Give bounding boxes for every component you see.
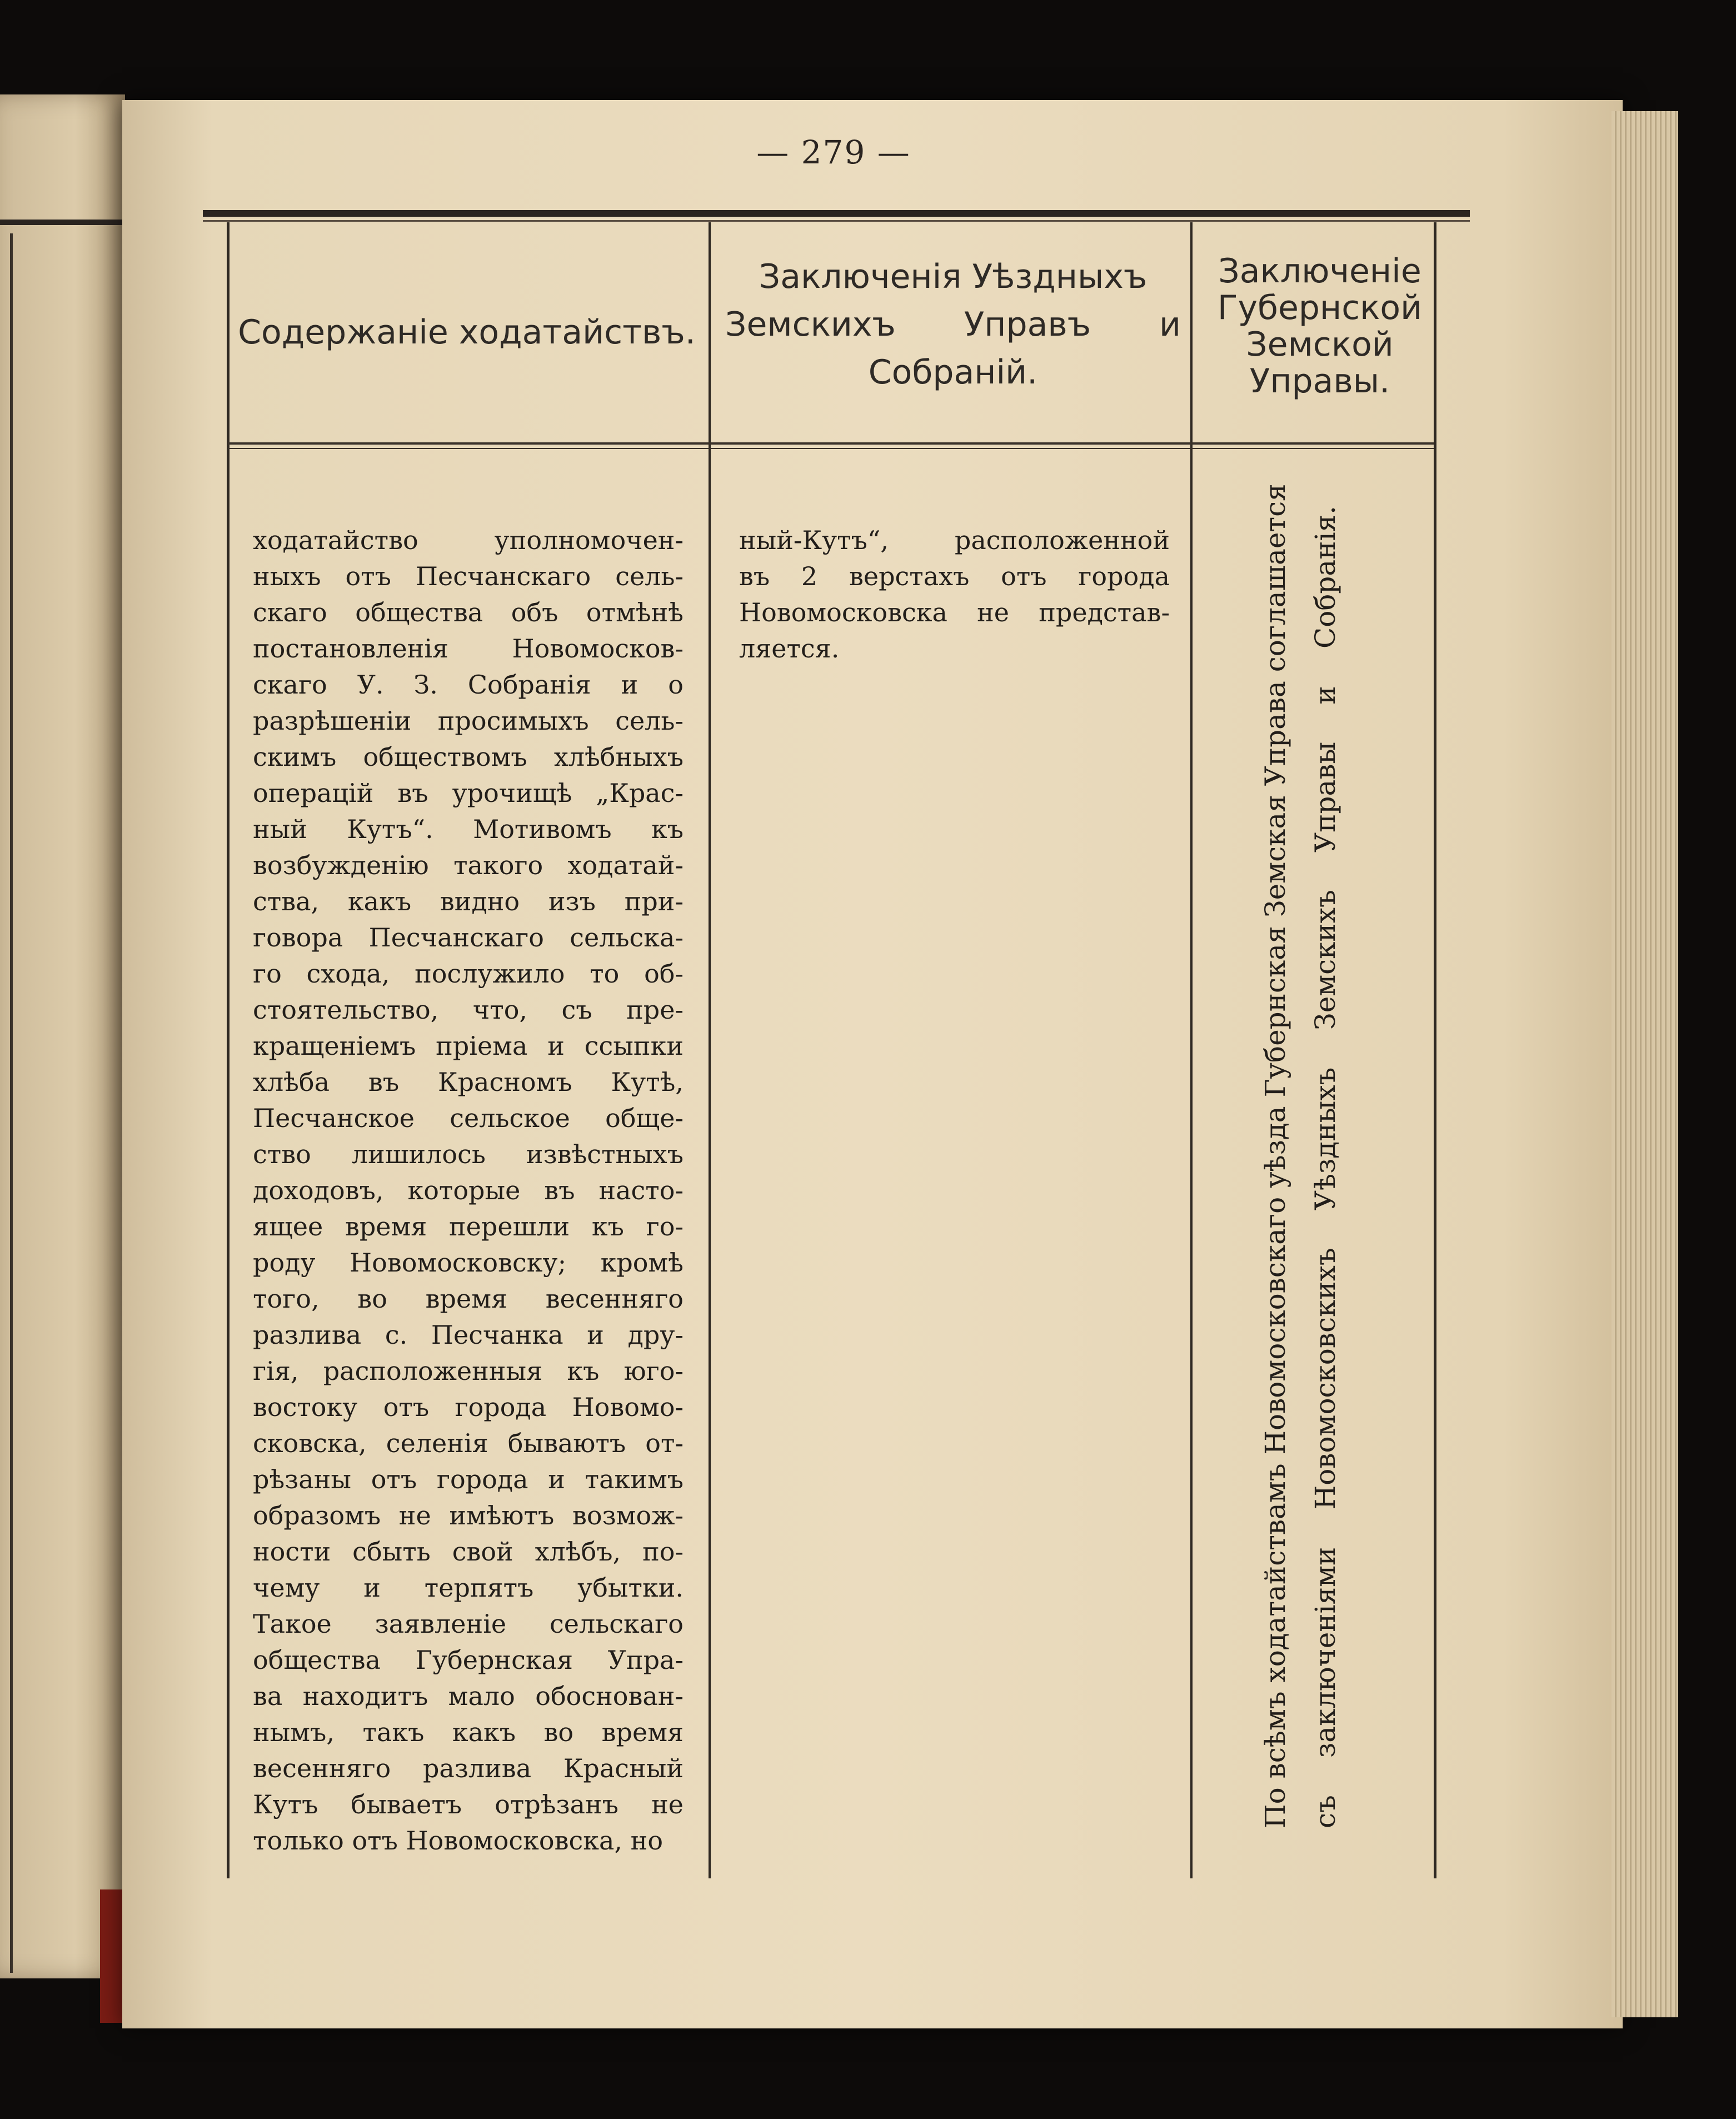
text-line: скимъ обществомъ хлѣбныхъ [253, 742, 684, 772]
text-line: ва находитъ мало обоснован- [253, 1681, 684, 1711]
text-line: ства, какъ видно изъ при- [253, 886, 684, 916]
text-line: хлѣба въ Красномъ Кутѣ, [253, 1067, 684, 1097]
text-line: востоку отъ города Новомо- [253, 1392, 684, 1422]
table-left-border [227, 222, 230, 1878]
text-line: Песчанское сельское обще- [253, 1103, 684, 1133]
page-number: — 279 — [756, 133, 911, 171]
column-divider-2 [1190, 222, 1193, 1878]
text-line: образомъ не имѣютъ возмож- [253, 1500, 684, 1530]
text-line: сковска, селенія бываютъ от- [253, 1428, 684, 1458]
text-line: въ 2 верстахъ отъ города [739, 561, 1170, 591]
text-line: нымъ, такъ какъ во время [253, 1717, 684, 1747]
text-line: чему и терпятъ убытки. [253, 1573, 684, 1603]
table-right-border [1434, 222, 1436, 1878]
district-conclusion-text-column [739, 522, 1170, 667]
text-line: ный-Кутъ“, расположенной [739, 525, 1170, 555]
text-line: гія, расположенныя къ юго- [253, 1356, 684, 1386]
header-line: Заключеніе [1218, 252, 1421, 291]
text-line: только отъ Новомосковска, но [253, 1826, 664, 1856]
header-line: Управы. [1249, 362, 1390, 401]
vertical-line: По всѣмъ ходатайствамъ Новомосковскаго уѣзда Губернская Земская Управа соглашается [1259, 483, 1291, 1828]
text-line: ности сбыть свой хлѣбъ, по- [253, 1537, 684, 1567]
table-top-rule [203, 210, 1470, 217]
text-line: возбужденію такого ходатай- [253, 850, 684, 880]
header-line: Заключенія Уѣздныхъ [759, 257, 1148, 296]
header-district-conclusions [714, 253, 1192, 396]
left-page-column-line [10, 233, 13, 1973]
header-line [714, 301, 1192, 348]
text-line: ящее время перешли къ го- [253, 1211, 684, 1242]
text-line: ныхъ отъ Песчанскаго сель- [253, 561, 684, 591]
header-rule-thin [228, 448, 1434, 449]
header-petition-contents: Содержаніе ходатайствъ. [238, 313, 696, 352]
left-page-rule [0, 220, 125, 225]
text-line: операцій въ урочищѣ „Крас- [253, 778, 684, 808]
text-line: стоятельство, что, съ пре- [253, 995, 684, 1025]
header-line: Собраній. [868, 353, 1038, 392]
text-line: ство лишилось извѣстныхъ [253, 1139, 684, 1169]
text-line: Такое заявленіе сельскаго [253, 1609, 684, 1639]
text-line: кращеніемъ пріема и ссыпки [253, 1031, 684, 1061]
header-word: Управъ [964, 305, 1091, 344]
text-line: Новомосковска не представ- [739, 597, 1170, 627]
text-line: весенняго разлива Красный [253, 1753, 684, 1783]
header-word: и [1159, 305, 1181, 344]
text-line: говора Песчанскаго сельска- [253, 923, 684, 953]
text-line: рѣзаны отъ города и такимъ [253, 1464, 684, 1494]
provincial-conclusion-vertical-text [1250, 483, 1350, 1828]
table-top-rule-thin [203, 220, 1470, 222]
text-line: ляется. [739, 634, 840, 664]
text-line: разрѣшеніи просимыхъ сель- [253, 706, 684, 736]
column-divider-1 [709, 222, 711, 1878]
header-provincial-conclusion [1195, 253, 1445, 400]
text-line: доходовъ, которые въ насто- [253, 1175, 684, 1205]
text-line: постановленія Новомосков- [253, 634, 684, 664]
header-line: Земской [1246, 325, 1394, 364]
text-line: Кутъ бываетъ отрѣзанъ не [253, 1789, 684, 1819]
text-line: разлива с. Песчанка и дру- [253, 1320, 684, 1350]
petition-text-column [253, 522, 684, 1859]
text-line: го схода, послужило то об- [253, 959, 684, 989]
text-line: скаго общества объ отмѣнѣ [253, 597, 684, 627]
text-line: ный Кутъ“. Мотивомъ къ [253, 814, 684, 844]
text-line: ходатайство уполномочен- [253, 525, 684, 555]
header-line: Губернской [1217, 288, 1423, 327]
text-line: скаго У. З. Собранія и о [253, 670, 684, 700]
text-line: роду Новомосковску; кромѣ [253, 1248, 684, 1278]
header-rule [228, 442, 1434, 445]
text-line: общества Губернская Упра- [253, 1645, 684, 1675]
left-page-edge [0, 94, 125, 1978]
text-line: того, во время весенняго [253, 1284, 684, 1314]
page-stack-edge [1612, 111, 1678, 2017]
header-word: Земскихъ [725, 305, 896, 344]
vertical-line: съ заключеніями Новомосковскихъ Уѣздныхъ Земскихъ Управы и Собранія. [1309, 506, 1341, 1828]
